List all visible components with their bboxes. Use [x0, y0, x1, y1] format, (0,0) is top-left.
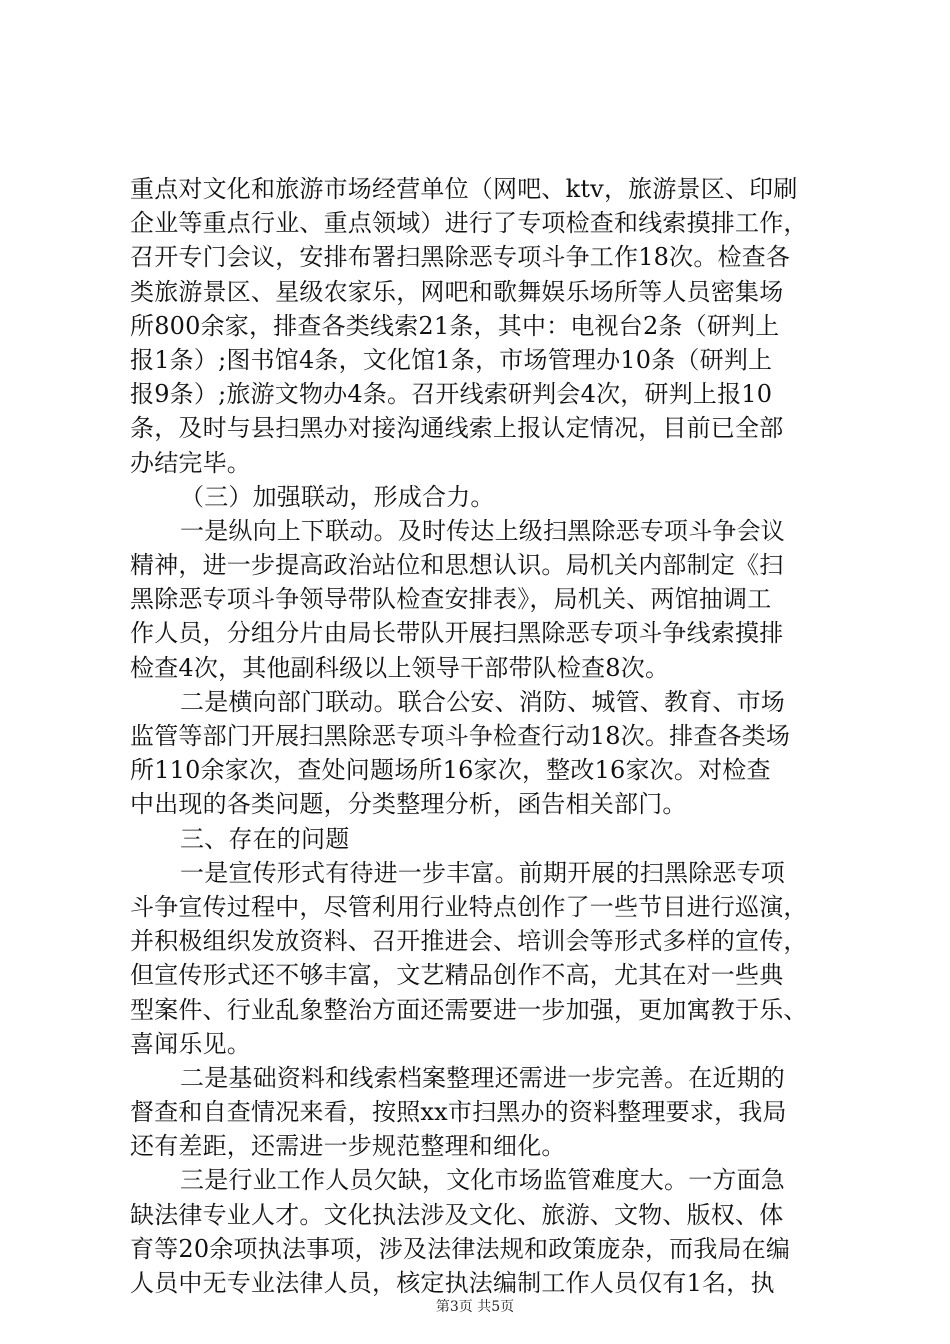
text-line: 报9条）;旅游文物办4条。召开线索研判会4次，研判上报10 — [130, 380, 773, 409]
text-line: 但宣传形式还不够丰富，文艺精品创作不高，尤其在对一些典 — [130, 961, 784, 990]
text-line: 黑除恶专项斗争领导带队检查安排表》，局机关、两馆抽调工 — [130, 585, 772, 614]
text-line: 条，及时与县扫黑办对接沟通线索上报认定情况，目前已全部 — [130, 414, 784, 443]
text-line: 型案件、行业乱象整治方面还需要进一步加强，更加寓教于乐、 — [130, 995, 808, 1024]
text-line: 人员中无专业法律人员，核定执法编制工作人员仅有1名，执 — [130, 1269, 775, 1297]
text-line: 还有差距，还需进一步规范整理和细化。 — [130, 1132, 566, 1161]
text-line: 重点对文化和旅游市场经营单位（网吧、ktv，旅游景区、印刷 — [130, 175, 798, 203]
text-line: 中出现的各类问题，分类整理分析，函告相关部门。 — [130, 790, 687, 819]
text-line: 育等20余项执法事项，涉及法律法规和政策庞杂，而我局在编 — [130, 1234, 791, 1263]
text-line: 办结完毕。 — [130, 448, 251, 477]
text-line: 检查4次，其他副科级以上领导干部带队检查8次。 — [130, 653, 670, 682]
text-line: 三是行业工作人员欠缺，文化市场监管难度大。一方面急 — [180, 1166, 785, 1195]
page-footer: 第3页 共5页 — [435, 1299, 515, 1315]
text-line: 缺法律专业人才。文化执法涉及文化、旅游、文物、版权、体 — [130, 1200, 784, 1229]
text-line: 二是基础资料和线索档案整理还需进一步完善。在近期的 — [180, 1063, 785, 1092]
text-line: 企业等重点行业、重点领域）进行了专项检查和线索摸排工作， — [130, 209, 808, 238]
text-line: 并积极组织发放资料、召开推进会、培训会等形式多样的宣传， — [130, 927, 808, 956]
text-line: 喜闻乐见。 — [130, 1029, 251, 1058]
text-line: 精神，进一步提高政治站位和思想认识。局机关内部制定《扫 — [130, 551, 784, 580]
text-line: 所110余家次，查处问题场所16家次，整改16家次。对检查 — [130, 756, 771, 785]
text-line: 类旅游景区、星级农家乐，网吧和歌舞娱乐场所等人员密集场 — [130, 277, 784, 306]
text-line: 报1条）;图书馆4条，文化馆1条，市场管理办10条（研判上 — [130, 345, 773, 374]
text-line: 二是横向部门联动。联合公安、消防、城管、教育、市场 — [180, 687, 785, 716]
text-line: 督查和自查情况来看，按照xx市扫黑办的资料整理要求，我局 — [130, 1098, 787, 1127]
text-line: 所800余家，排查各类线索21条，其中：电视台2条（研判上 — [130, 311, 780, 340]
text-line: 监管等部门开展扫黑除恶专项斗争检查行动18次。排查各类场 — [130, 722, 791, 750]
text-line: 一是宣传形式有待进一步丰富。前期开展的扫黑除恶专项 — [180, 858, 785, 887]
text-line: 三、存在的问题 — [180, 824, 350, 853]
text-line: 一是纵向上下联动。及时传达上级扫黑除恶专项斗争会议 — [180, 516, 785, 545]
text-line: 斗争宣传过程中，尽管利用行业特点创作了一些节目进行巡演， — [130, 892, 808, 921]
text-line: 召开专门会议，安排布署扫黑除恶专项斗争工作18次。检查各 — [130, 243, 791, 272]
document-body — [130, 172, 830, 1300]
text-line: 作人员，分组分片由局长带队开展扫黑除恶专项斗争线索摸排 — [130, 619, 784, 648]
text-line: （三）加强联动，形成合力。 — [180, 482, 495, 511]
